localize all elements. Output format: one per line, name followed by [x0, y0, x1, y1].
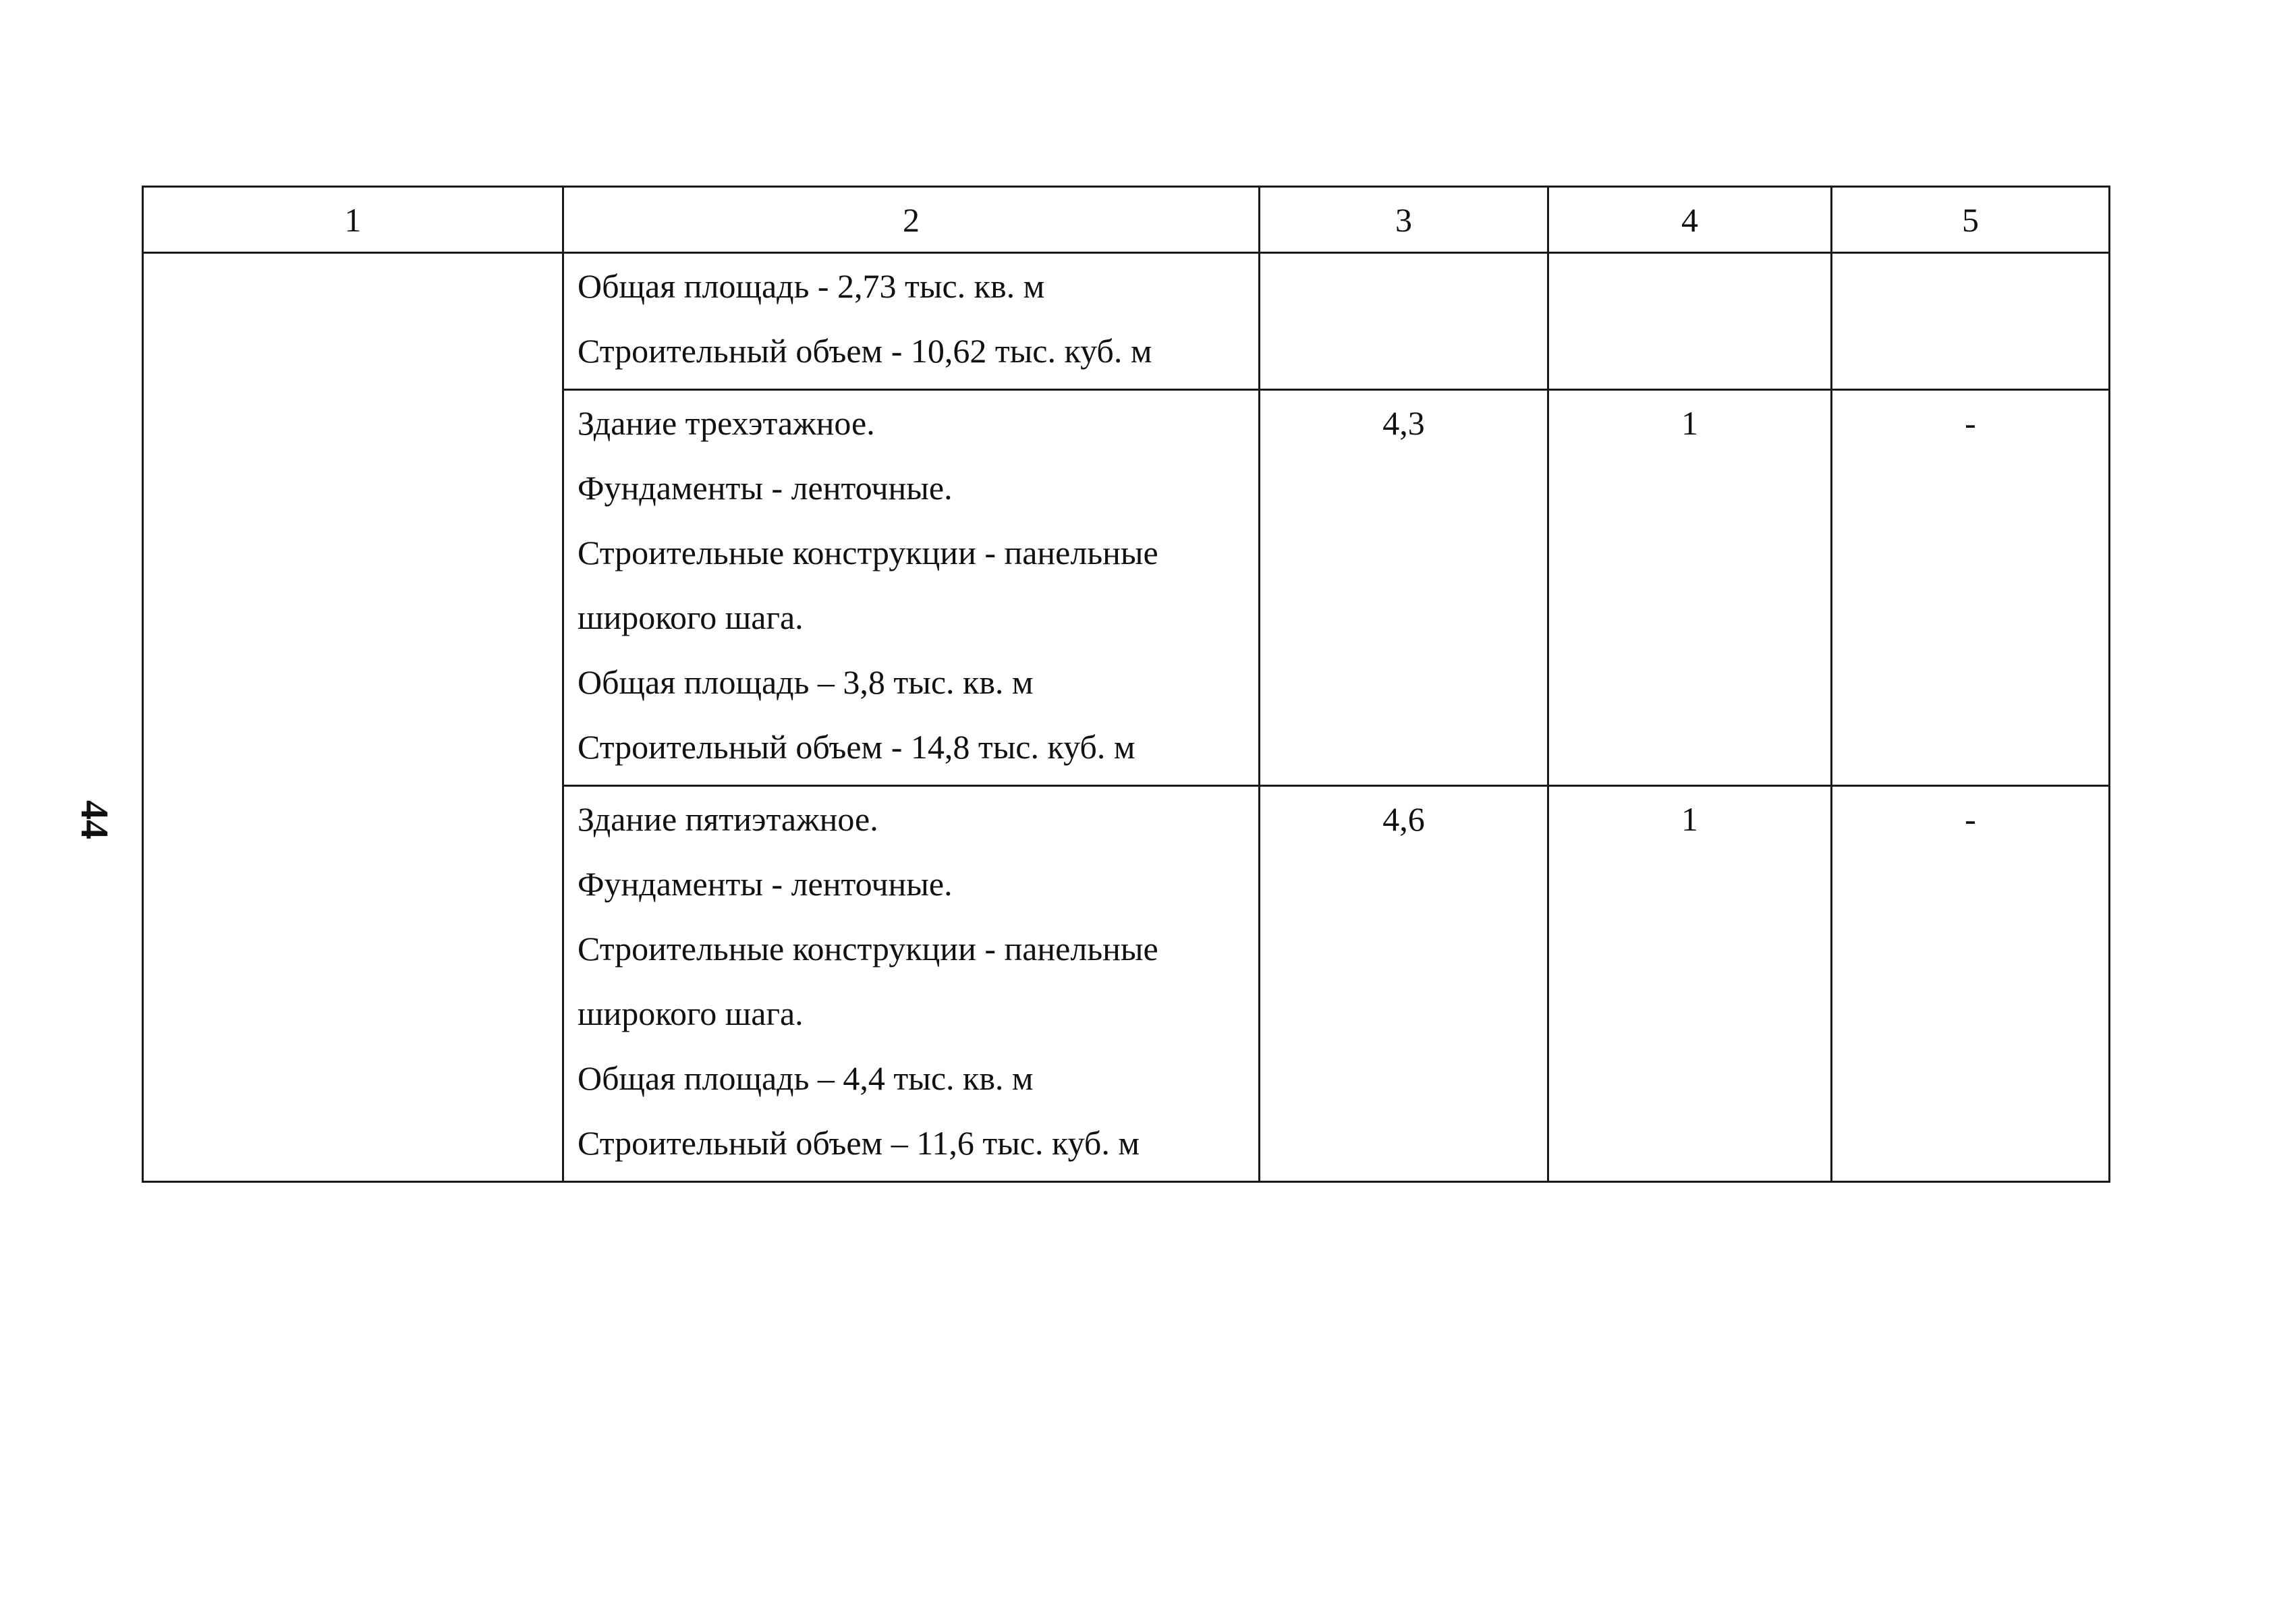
- description-cell: [563, 390, 1260, 786]
- description-line: Строительный объем - 10,62 тыс. куб. м: [578, 332, 1152, 370]
- description-line: Здание пятиэтажное.: [578, 800, 878, 838]
- description-line: Строительные конструкции - панельные: [578, 930, 1158, 968]
- value-cell: [1260, 253, 1548, 390]
- description-line: широкого шага.: [578, 995, 804, 1032]
- column-header: 5: [1832, 187, 2110, 253]
- value-cell: 1: [1548, 390, 1832, 786]
- column-header: 3: [1260, 187, 1548, 253]
- column-header: 1: [143, 187, 563, 253]
- column-header: 4: [1548, 187, 1832, 253]
- page-number: 44: [73, 800, 117, 839]
- description-line: Строительные конструкции - панельные: [578, 534, 1158, 571]
- description-line: Общая площадь - 2,73 тыс. кв. м: [578, 267, 1045, 305]
- merged-empty-cell: [143, 253, 563, 1182]
- value-cell: 1: [1548, 786, 1832, 1182]
- data-table: [142, 186, 2110, 1183]
- table-header-row: [143, 187, 2110, 253]
- value-cell: 4,6: [1260, 786, 1548, 1182]
- description-line: Здание трехэтажное.: [578, 404, 875, 442]
- description-line: Строительный объем - 14,8 тыс. куб. м: [578, 728, 1135, 766]
- value-cell: 4,3: [1260, 390, 1548, 786]
- description-line: Фундаменты - ленточные.: [578, 469, 953, 507]
- value-cell: -: [1832, 786, 2110, 1182]
- description-line: широкого шага.: [578, 598, 804, 636]
- description-line: Строительный объем – 11,6 тыс. куб. м: [578, 1124, 1140, 1162]
- description-line: Общая площадь – 4,4 тыс. кв. м: [578, 1059, 1034, 1097]
- description-line: Фундаменты - ленточные.: [578, 865, 953, 903]
- description-cell: [563, 786, 1260, 1182]
- description-cell: [563, 253, 1260, 390]
- description-line: Общая площадь – 3,8 тыс. кв. м: [578, 663, 1034, 701]
- value-cell: [1832, 253, 2110, 390]
- value-cell: [1548, 253, 1832, 390]
- column-header: 2: [563, 187, 1260, 253]
- value-cell: -: [1832, 390, 2110, 786]
- table-row: [143, 253, 2110, 390]
